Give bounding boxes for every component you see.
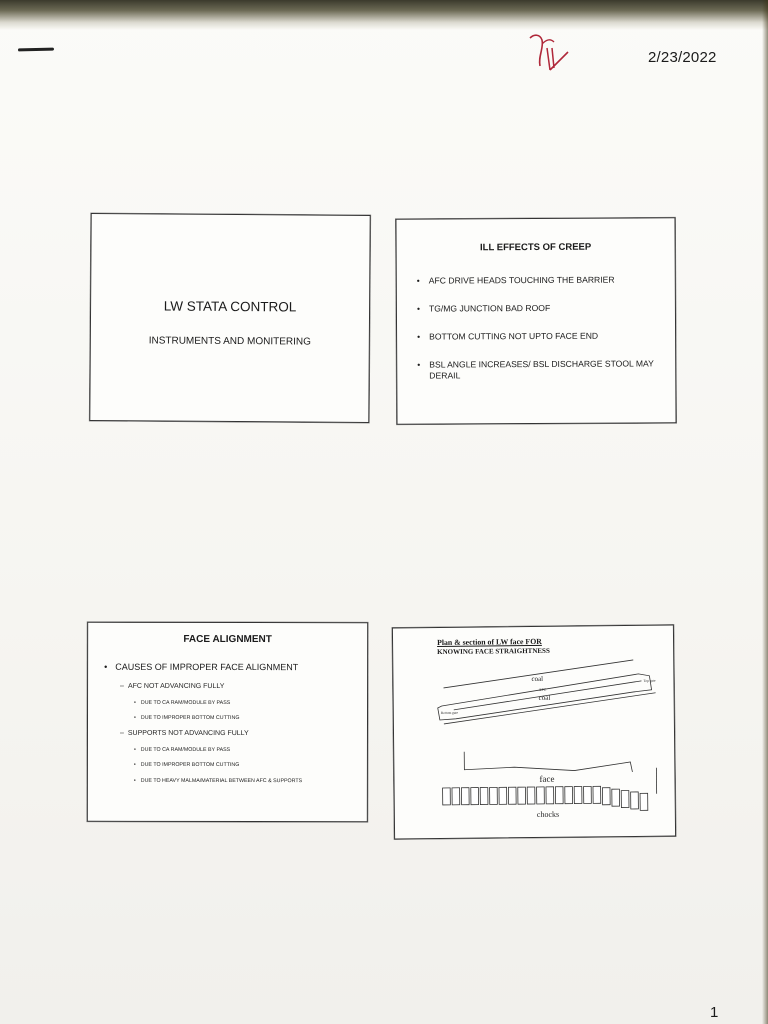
level-1-bullet: • CAUSES OF IMPROPER FACE ALIGNMENT [104,662,298,672]
scan-top-edge [0,0,768,30]
bullet-item: • BOTTOM CUTTING NOT UPTO FACE END [417,330,665,342]
slide-1-subtitle: INSTRUMENTS AND MONITERING [148,335,311,348]
slide-2-title: ILL EFFECTS OF CREEP [479,241,592,254]
level-3-bullet: • DUE TO IMPROPER BOTTOM CUTTING [134,715,239,721]
chock-row [443,786,648,813]
bottom-gate-label: Bottom gate [440,710,459,715]
level-3-bullet: • DUE TO HEAVY MALMA/MATERIAL BETWEEN AFC & SUPPORTS [134,778,302,784]
slide-plan-and-section [392,625,676,840]
slide-title [89,213,370,423]
top-gate-label: Top gate [643,678,656,683]
lw-face-diagram [393,626,675,839]
chock [631,792,639,809]
page-number: 1 [710,1004,719,1021]
chock [471,788,479,805]
date: 2/23/2022 [648,49,717,66]
chock [612,789,620,806]
face-label: face [539,773,555,784]
chock [499,787,507,804]
slide-ill-effects-of-creep [395,217,676,424]
coal-top-label: coal [531,674,544,684]
scan-right-edge [762,0,768,1024]
level-3-bullet: • DUE TO CA RAM/MODULE BY PASS [134,747,230,753]
chock [602,788,610,805]
handwritten-signature [520,26,580,74]
chock [527,787,535,804]
bullet-item: • TG/MG JUNCTION BAD ROOF [417,302,665,314]
chock [640,793,648,810]
chock [555,787,563,804]
chock [443,788,451,805]
slide-face-alignment [87,622,368,822]
chock [537,787,545,804]
bullet-item: • BSL ANGLE INCREASES/ BSL DISCHARGE STOOL MAY DERAIL [417,358,665,381]
coal-bottom-label: coal [538,693,551,702]
bullet-item: • AFC DRIVE HEADS TOUCHING THE BARRIER [417,274,665,286]
pen-mark [18,48,54,52]
level-3-bullet: • DUE TO CA RAM/MODULE BY PASS [134,700,230,706]
chock [565,787,573,804]
chock [621,791,629,808]
chock [593,786,601,803]
slide-3-title: FACE ALIGNMENT [183,633,272,646]
slide-2-bullet-list [417,274,666,398]
chock [518,787,526,804]
chock [584,786,592,803]
slide-4-title: Plan & section of LW face FOR [437,636,542,648]
chock [490,787,498,804]
slide-1-title: LW STATA CONTROL [163,298,297,315]
chocks-label: chocks [536,809,560,819]
chock [480,787,488,804]
level-3-bullet: • DUE TO IMPROPER BOTTOM CUTTING [134,762,239,768]
slide-4-subtitle: KNOWING FACE STRAIGHTNESS [437,646,550,657]
level-2-bullet: – SUPPORTS NOT ADVANCING FULLY [120,730,249,737]
chock [461,788,469,805]
chock [508,787,516,804]
level-2-bullet: – AFC NOT ADVANCING FULLY [120,683,224,690]
chock [452,788,460,805]
afc-label: AFC [538,686,547,692]
chock [546,787,554,804]
chock [574,787,582,804]
